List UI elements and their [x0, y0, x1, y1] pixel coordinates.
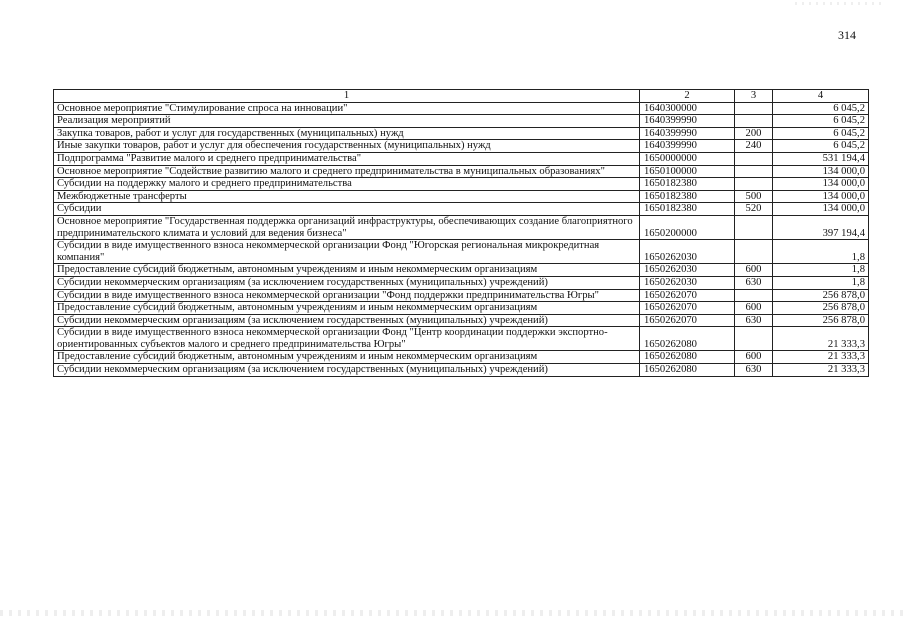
row-vr: 200 [735, 127, 773, 140]
row-vr: 600 [735, 302, 773, 315]
table-row [54, 140, 869, 153]
row-vr [735, 165, 773, 178]
row-name: Субсидии некоммерческим организациям (за исключением государственных (муниципальных) учреждений) [54, 364, 640, 377]
row-code: 1650262070 [640, 302, 735, 315]
table-row [54, 215, 869, 239]
row-name: Предоставление субсидий бюджетным, автономным учреждениям и иным некоммерческим организациям [54, 302, 640, 315]
row-name: Межбюджетные трансферты [54, 190, 640, 203]
row-name: Субсидии некоммерческим организациям (за исключением государственных (муниципальных) учреждений) [54, 276, 640, 289]
table-row [54, 327, 869, 351]
table-row [54, 165, 869, 178]
row-name: Реализация мероприятий [54, 115, 640, 128]
column-header-name: 1 [54, 90, 640, 103]
row-code: 1640399990 [640, 140, 735, 153]
row-vr: 630 [735, 276, 773, 289]
row-code: 1650182380 [640, 203, 735, 216]
budget-table [53, 89, 869, 377]
row-code: 1640399990 [640, 127, 735, 140]
row-name: Основное мероприятие "Государственная поддержка организаций инфраструктуры, обеспечивающих создание благоприятного предпринимательского климата и условий для ведения бизнеса" [54, 215, 640, 239]
row-sum: 256 878,0 [773, 314, 869, 327]
row-sum: 1,8 [773, 276, 869, 289]
table-row [54, 127, 869, 140]
row-sum: 6 045,2 [773, 127, 869, 140]
row-name: Закупка товаров, работ и услуг для государственных (муниципальных) нужд [54, 127, 640, 140]
table-row [54, 314, 869, 327]
row-sum: 134 000,0 [773, 165, 869, 178]
page-number: 314 [838, 28, 856, 42]
row-sum: 134 000,0 [773, 203, 869, 216]
row-name: Иные закупки товаров, работ и услуг для обеспечения государственных (муниципальных) нужд [54, 140, 640, 153]
row-vr: 600 [735, 351, 773, 364]
row-vr [735, 289, 773, 302]
row-sum: 6 045,2 [773, 115, 869, 128]
row-code: 1640399990 [640, 115, 735, 128]
row-name: Субсидии в виде имущественного взноса некоммерческой организации "Фонд поддержки предпринимательства Югры" [54, 289, 640, 302]
row-sum: 134 000,0 [773, 178, 869, 191]
table-row [54, 102, 869, 115]
row-code: 1650262070 [640, 289, 735, 302]
row-vr [735, 178, 773, 191]
row-code: 1650182380 [640, 178, 735, 191]
row-sum: 21 333,3 [773, 364, 869, 377]
scan-artifact-bottom [0, 610, 905, 616]
row-vr [735, 115, 773, 128]
row-code: 1650182380 [640, 190, 735, 203]
column-header-vr: 3 [735, 90, 773, 103]
row-name: Субсидии некоммерческим организациям (за исключением государственных (муниципальных) учреждений) [54, 314, 640, 327]
table-header-row [54, 90, 869, 103]
row-vr: 630 [735, 364, 773, 377]
row-name: Основное мероприятие "Стимулирование спроса на инновации" [54, 102, 640, 115]
column-header-code: 2 [640, 90, 735, 103]
row-vr: 600 [735, 264, 773, 277]
row-name: Предоставление субсидий бюджетным, автономным учреждениям и иным некоммерческим организациям [54, 351, 640, 364]
row-sum: 21 333,3 [773, 351, 869, 364]
row-code: 1650262070 [640, 314, 735, 327]
scan-artifact-top [795, 2, 885, 5]
table-row [54, 264, 869, 277]
row-name: Субсидии на поддержку малого и среднего предпринимательства [54, 178, 640, 191]
table-row [54, 289, 869, 302]
row-vr [735, 215, 773, 239]
table-row [54, 152, 869, 165]
row-sum: 256 878,0 [773, 289, 869, 302]
table-row [54, 190, 869, 203]
table-row [54, 115, 869, 128]
row-name: Субсидии в виде имущественного взноса некоммерческой организации Фонд "Центр координации поддержки экспортно-ориентированных субъектов малого и среднего предпринимательства Югры" [54, 327, 640, 351]
row-sum: 397 194,4 [773, 215, 869, 239]
table-row [54, 203, 869, 216]
row-sum: 134 000,0 [773, 190, 869, 203]
column-header-sum: 4 [773, 90, 869, 103]
row-code: 1640300000 [640, 102, 735, 115]
row-vr: 630 [735, 314, 773, 327]
row-vr [735, 152, 773, 165]
row-sum: 21 333,3 [773, 327, 869, 351]
table-row [54, 276, 869, 289]
row-code: 1650262080 [640, 327, 735, 351]
row-code: 1650262030 [640, 276, 735, 289]
row-code: 1650262080 [640, 364, 735, 377]
row-vr [735, 102, 773, 115]
row-vr: 520 [735, 203, 773, 216]
row-sum: 256 878,0 [773, 302, 869, 315]
table-row [54, 364, 869, 377]
row-sum: 1,8 [773, 240, 869, 264]
row-code: 1650000000 [640, 152, 735, 165]
row-vr: 500 [735, 190, 773, 203]
table-row [54, 240, 869, 264]
table-row [54, 302, 869, 315]
row-vr [735, 327, 773, 351]
row-sum: 6 045,2 [773, 102, 869, 115]
row-name: Основное мероприятие "Содействие развитию малого и среднего предпринимательства в муниципальных образованиях" [54, 165, 640, 178]
row-name: Субсидии [54, 203, 640, 216]
row-code: 1650262030 [640, 240, 735, 264]
row-code: 1650100000 [640, 165, 735, 178]
row-name: Предоставление субсидий бюджетным, автономным учреждениям и иным некоммерческим организациям [54, 264, 640, 277]
row-code: 1650200000 [640, 215, 735, 239]
row-sum: 6 045,2 [773, 140, 869, 153]
table-row [54, 178, 869, 191]
table-row [54, 351, 869, 364]
row-sum: 1,8 [773, 264, 869, 277]
row-name: Субсидии в виде имущественного взноса некоммерческой организации Фонд "Югорская региональная микрокредитная компания" [54, 240, 640, 264]
row-name: Подпрограмма "Развитие малого и среднего предпринимательства" [54, 152, 640, 165]
row-vr [735, 240, 773, 264]
row-vr: 240 [735, 140, 773, 153]
row-code: 1650262030 [640, 264, 735, 277]
row-sum: 531 194,4 [773, 152, 869, 165]
row-code: 1650262080 [640, 351, 735, 364]
